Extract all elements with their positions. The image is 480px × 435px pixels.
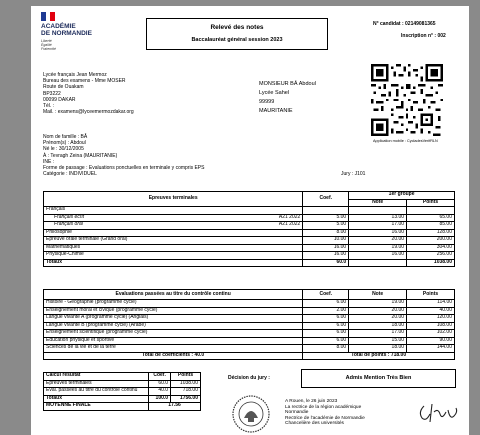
table-row [44, 214, 455, 222]
document-subtitle: Baccalauréat général session 2023 [191, 37, 283, 43]
coef-cell: 2.00 [303, 307, 349, 315]
jury-decision-label: Décision du jury : [228, 375, 270, 381]
coef-cell: 16.00 [303, 244, 349, 252]
subject-cell: Français oral A21 2022 [44, 222, 303, 230]
table-row [44, 380, 201, 388]
table-row [44, 229, 455, 237]
label-cell: Epreuves terminales [44, 380, 149, 388]
qr-code[interactable] [371, 64, 443, 136]
note-cell: 18.00 [349, 345, 407, 353]
final-average-value: 17.56 [149, 403, 201, 411]
subject-cell: Français écrit A21 2022 [44, 214, 303, 222]
subject-cell: Français [44, 207, 303, 215]
coef-cell: 5.00 [303, 214, 349, 222]
note-cell: 17.00 [349, 330, 407, 338]
student-info: Nom de famille : BÂ Prénom(s) : Abdoul Né le : 30/12/2005 À : Tevragh Zeina (MAURITANIE) INE : Forme de passage : Evaluations ponctuelles en terminale y compris EPS Catégorie : INDIVIDUEL [43, 134, 205, 178]
points-cell: 718.00 [171, 388, 201, 396]
table-row [44, 307, 455, 315]
points-cell: 108.00 [407, 322, 455, 330]
jury-decision-value: Admis Mention Très Bien [345, 375, 412, 381]
subject-cell: Education physique et sportive [44, 337, 303, 345]
coef-cell: 8.00 [303, 229, 349, 237]
note-cell: 20.00 [349, 307, 407, 315]
column-header-points: Points [407, 199, 455, 207]
coef-cell: 16.00 [303, 252, 349, 260]
column-header-subject: Epreuves terminales [44, 192, 303, 207]
signature-block: A Rouen, le 26 juin 2023 La rectrice de la région académique Normandie Rectrice de l'académie de Normandie Chancelière des universités [285, 399, 365, 427]
points-cell: 128.00 [407, 229, 455, 237]
handwritten-signature [416, 398, 462, 428]
coef-cell: 6.00 [303, 322, 349, 330]
table-row [44, 388, 201, 396]
subject-cell: Histoire - Géographie (programme cycle) [44, 300, 303, 308]
points-cell: 1038.00 [171, 380, 201, 388]
academy-logo-text: ACADÉMIE DE NORMANDIE [41, 23, 92, 37]
terminal-total-row: Totaux 60.0 1038.00 [44, 259, 455, 267]
column-header-note: Note [349, 199, 407, 207]
points-cell: 200.00 [407, 237, 455, 245]
recipient-address: MONSIEUR BÂ Abdoul Lycée Sahel 99999 MAURITANIE [259, 81, 316, 114]
points-cell: 40.00 [407, 307, 455, 315]
jury-number: Jury : J101 [341, 171, 366, 177]
inscription-number: Inscription n° : 002 [401, 33, 446, 39]
column-header-coef: Coef. [303, 192, 349, 207]
result-table: Calcul résultat Coef. Points Epreuves terminales 60.0 1038.00 Eval. passées au titre du contrôle continu 40.0 718.00 Totaux 100.0 1756.00 MOYENNE FINALE 17.56 [43, 372, 201, 411]
coef-cell: 6.00 [303, 315, 349, 323]
table-row [44, 330, 455, 338]
note-cell: 13.00 [349, 214, 407, 222]
note-cell: 17.00 [349, 222, 407, 230]
subject-cell: Mathématiques [44, 244, 303, 252]
subject-cell: Langue vivante B (programme cycle) (Arabe) [44, 322, 303, 330]
points-cell [407, 207, 455, 215]
academy-motto: Liberté Égalité Fraternité [41, 39, 56, 51]
subject-cell: Sciences de la vie et de la terre [44, 345, 303, 353]
points-cell: 85.00 [407, 222, 455, 230]
table-row [44, 222, 455, 230]
points-cell: 90.00 [407, 337, 455, 345]
coef-cell: 5.00 [303, 222, 349, 230]
terminal-exams-table [43, 191, 455, 267]
coef-cell: 6.00 [303, 330, 349, 338]
jury-decision-box [301, 369, 456, 388]
document-title-box [146, 18, 328, 50]
subject-cell: Physique-Chimie [44, 252, 303, 260]
official-seal-icon [231, 394, 271, 434]
coef-cell: 6.00 [303, 300, 349, 308]
column-header-note: Note [349, 290, 407, 300]
column-header-group: 1er groupe [349, 192, 455, 200]
school-address: Lycée français Jean Mermoz Bureau des examens - Mme MOSER Route de Ouakam BP3222 00099 DAKAR Tél. : Mail. : examens@lyceemermozdakar.org [43, 72, 134, 116]
points-cell: 114.00 [407, 300, 455, 308]
coef-cell: 10.00 [303, 237, 349, 245]
column-header-subject: Evaluations passées au titre du contrôle continu [44, 290, 303, 300]
label-cell: Eval. passées au titre du contrôle continu [44, 388, 149, 396]
points-cell: 102.00 [407, 330, 455, 338]
column-header-coef: Coef. [303, 290, 349, 300]
subject-cell: Philosophie [44, 229, 303, 237]
note-cell: 20.00 [349, 315, 407, 323]
subject-cell: Enseignement moral et civique (programme cycle) [44, 307, 303, 315]
table-row [44, 252, 455, 260]
subject-cell: Langue vivante A (programme cycle) (Anglais) [44, 315, 303, 323]
table-row [44, 337, 455, 345]
coef-cell: 60.0 [149, 380, 171, 388]
table-row [44, 395, 201, 403]
note-cell: 19.00 [349, 244, 407, 252]
continuous-assessment-table [43, 289, 455, 360]
points-cell: 65.00 [407, 214, 455, 222]
label-cell: Totaux [44, 395, 149, 403]
note-cell: 20.00 [349, 237, 407, 245]
points-cell: 256.00 [407, 252, 455, 260]
candidate-number: N° candidat : 02149081365 [373, 21, 436, 27]
coef-cell: 8.00 [303, 345, 349, 353]
points-cell: 144.00 [407, 345, 455, 353]
points-cell: 1756.00 [171, 395, 201, 403]
note-cell: 18.00 [349, 322, 407, 330]
points-cell: 304.00 [407, 244, 455, 252]
coef-cell [303, 207, 349, 215]
note-cell: 15.00 [349, 337, 407, 345]
note-cell: 16.00 [349, 252, 407, 260]
document-title: Relevé des notes [210, 24, 264, 31]
subject-cell: Enseignement scientifique (programme cycle) [44, 330, 303, 338]
column-header-points: Points [407, 290, 455, 300]
note-cell: 19.00 [349, 300, 407, 308]
table-row [44, 207, 455, 215]
note-cell [349, 207, 407, 215]
table-row [44, 345, 455, 353]
subject-cell: Epreuve orale terminale (Grand oral) [44, 237, 303, 245]
table-row [44, 315, 455, 323]
continuous-total-row: Total de coefficients : 40.0 Total de points : 718.00 [44, 352, 455, 360]
table-row [44, 300, 455, 308]
transcript-page [31, 6, 469, 435]
table-row [44, 237, 455, 245]
coef-cell: 40.0 [149, 388, 171, 396]
table-row [44, 322, 455, 330]
note-cell: 16.00 [349, 229, 407, 237]
qr-caption: Application mobile : CycladesVerifRLN [373, 139, 438, 143]
coef-cell: 6.00 [303, 337, 349, 345]
french-flag-icon [41, 12, 55, 21]
table-row [44, 244, 455, 252]
points-cell: 120.00 [407, 315, 455, 323]
coef-cell: 100.0 [149, 395, 171, 403]
final-average-label: MOYENNE FINALE [44, 403, 149, 411]
